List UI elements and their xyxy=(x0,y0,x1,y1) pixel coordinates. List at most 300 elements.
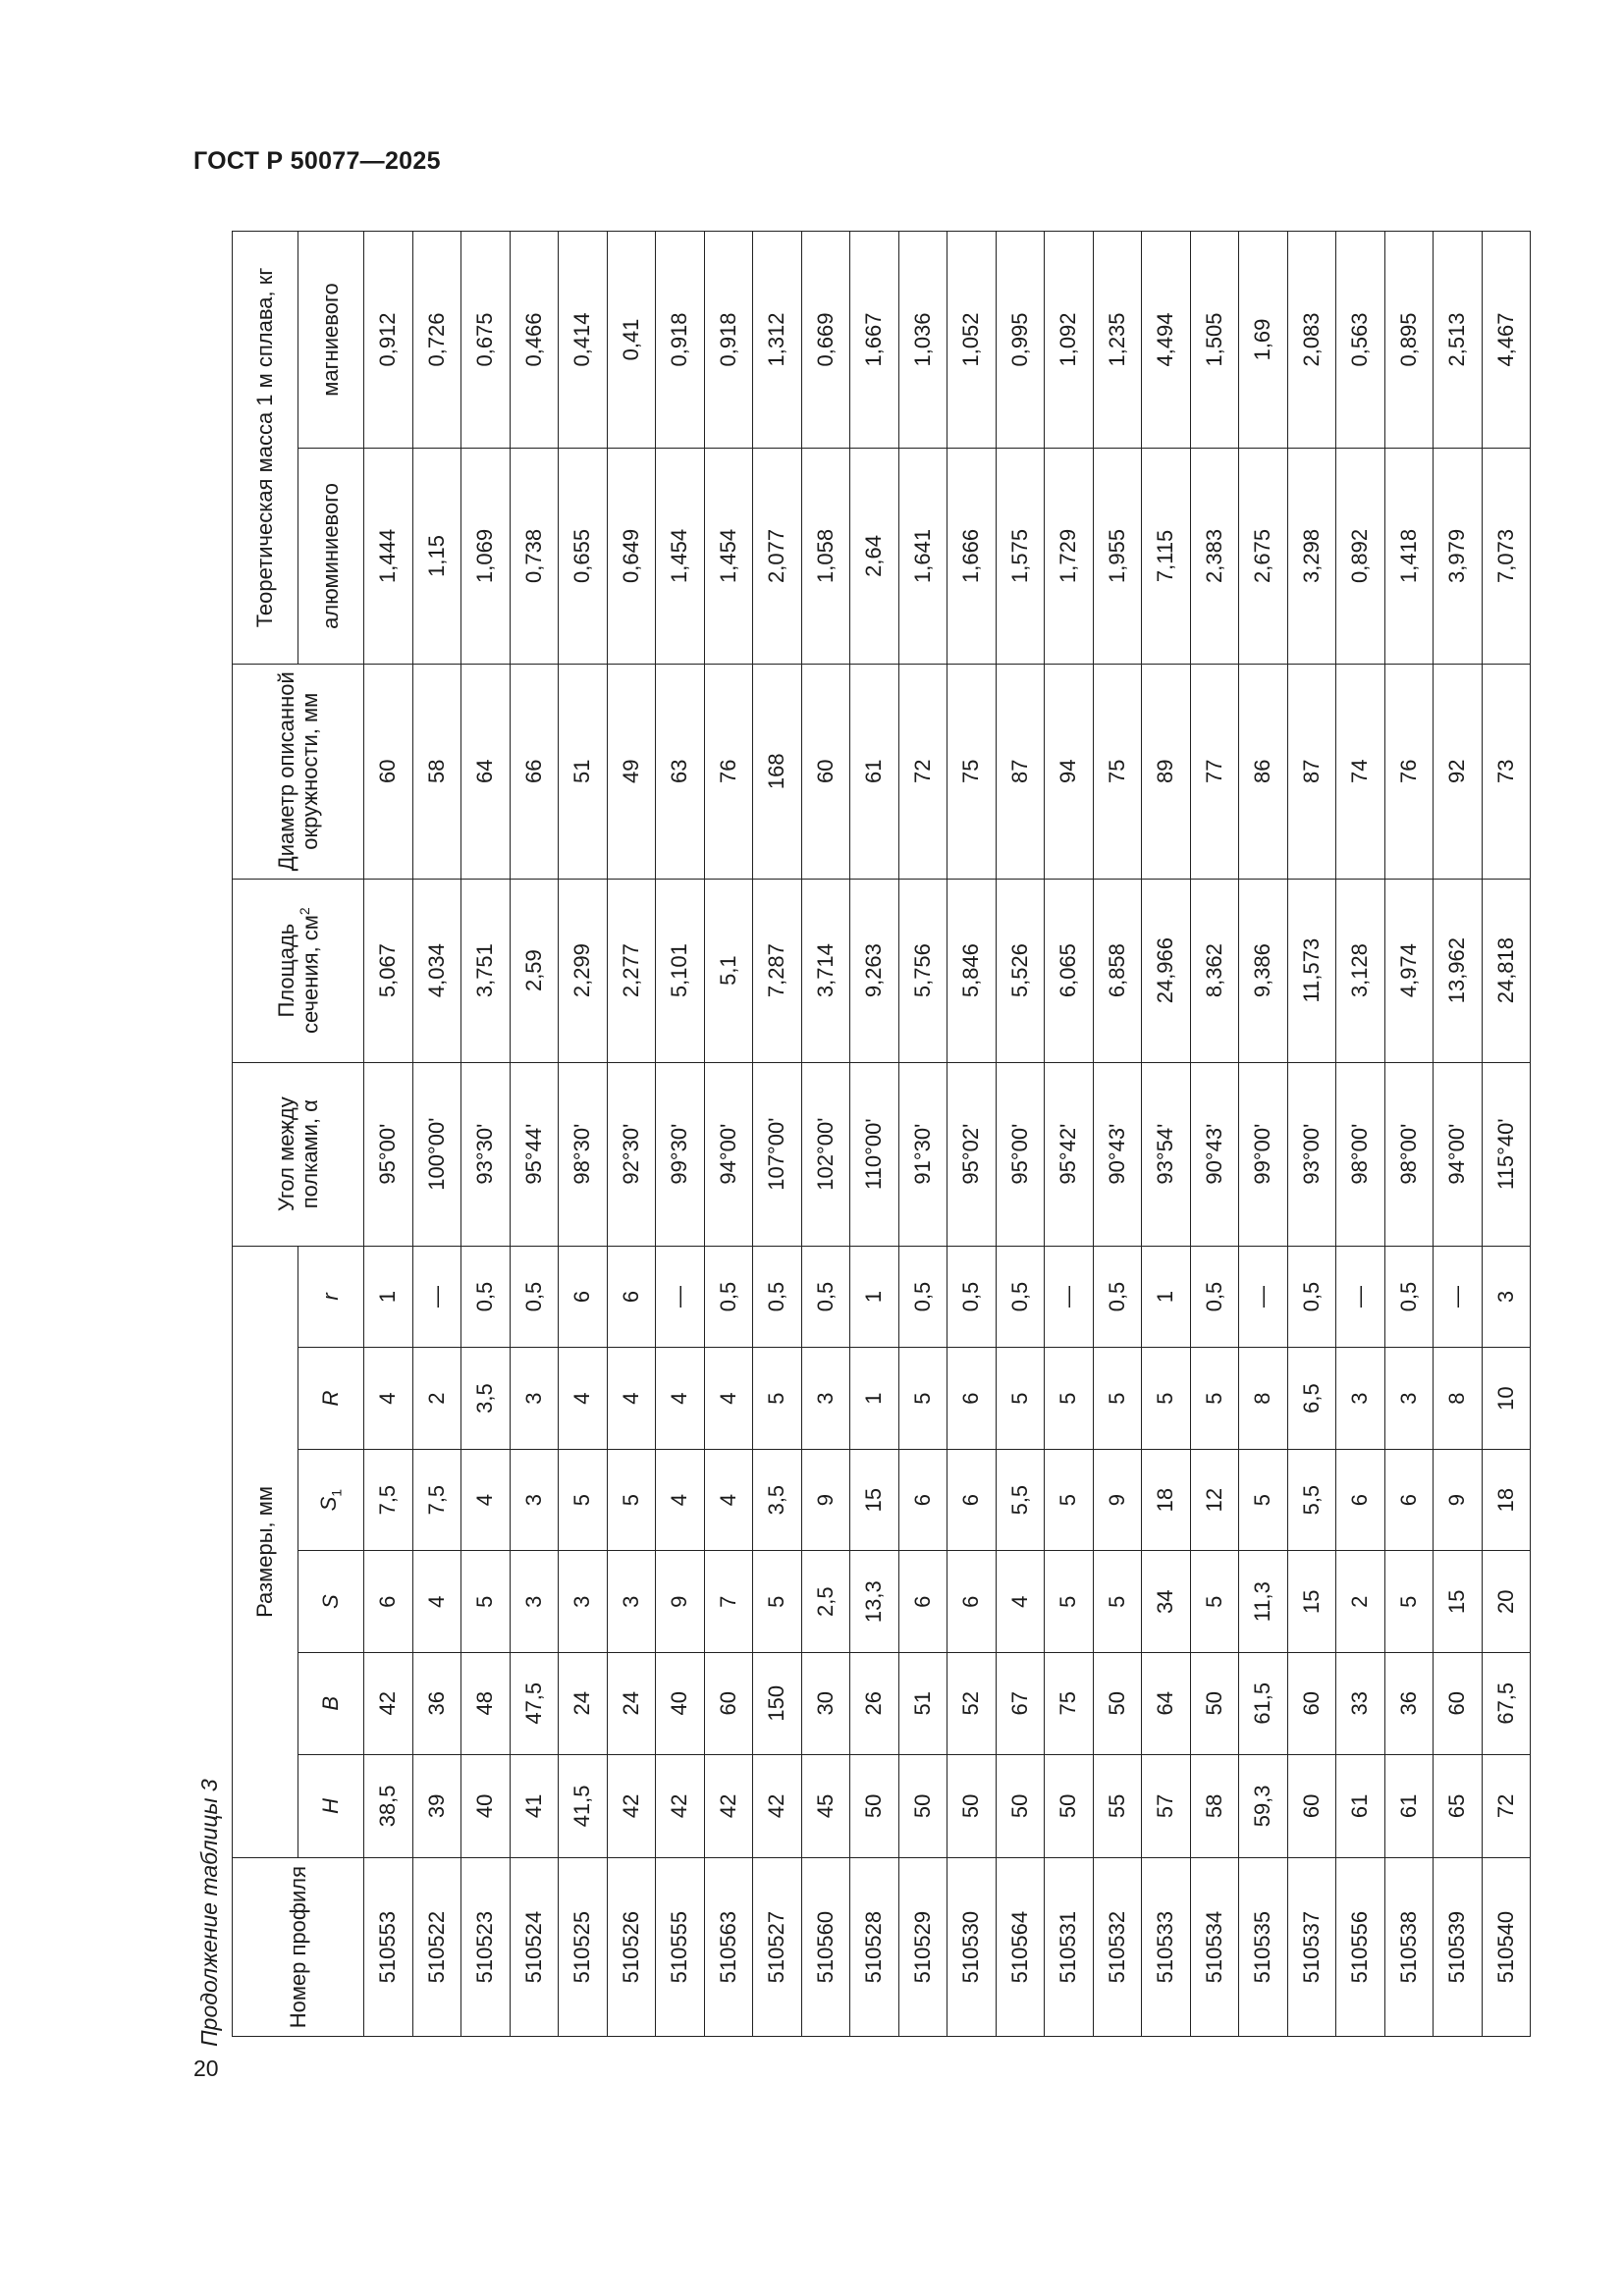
cell-angle: 90°43ʹ xyxy=(1190,1062,1239,1246)
cell-angle: 94°00ʹ xyxy=(1434,1062,1483,1246)
table-row xyxy=(1190,232,1239,2037)
cell-profile-number: 510527 xyxy=(753,1858,802,2037)
cell-angle: 115°40ʹ xyxy=(1482,1062,1531,1246)
cell-diameter: 61 xyxy=(850,664,899,879)
cell-aluminum: 1,955 xyxy=(1093,449,1142,665)
cell-diameter: 51 xyxy=(559,664,608,879)
cell-S: 2 xyxy=(1336,1551,1385,1653)
cell-R: 5 xyxy=(753,1348,802,1450)
cell-r: — xyxy=(1045,1246,1094,1348)
cell-angle: 95°42ʹ xyxy=(1045,1062,1094,1246)
cell-profile-number: 510537 xyxy=(1287,1858,1336,2037)
cell-diameter: 87 xyxy=(1287,664,1336,879)
cell-diameter: 49 xyxy=(607,664,656,879)
cell-diameter: 63 xyxy=(656,664,705,879)
cell-S1: 5,5 xyxy=(996,1449,1045,1551)
cell-H: 45 xyxy=(801,1754,850,1858)
cell-magnesium: 1,505 xyxy=(1190,232,1239,449)
cell-magnesium: 4,467 xyxy=(1482,232,1531,449)
cell-profile-number: 510535 xyxy=(1239,1858,1288,2037)
cell-B: 50 xyxy=(1093,1652,1142,1754)
cell-B: 36 xyxy=(1384,1652,1434,1754)
cell-diameter: 86 xyxy=(1239,664,1288,879)
cell-H: 41,5 xyxy=(559,1754,608,1858)
cell-R: 3 xyxy=(510,1348,559,1450)
table-row xyxy=(704,232,753,2037)
cell-area: 13,962 xyxy=(1434,879,1483,1062)
table-row xyxy=(656,232,705,2037)
cell-aluminum: 1,444 xyxy=(364,449,413,665)
table-row xyxy=(850,232,899,2037)
cell-S1: 9 xyxy=(1434,1449,1483,1551)
cell-angle: 95°00ʹ xyxy=(364,1062,413,1246)
cell-H: 38,5 xyxy=(364,1754,413,1858)
cell-area: 2,59 xyxy=(510,879,559,1062)
table-row xyxy=(898,232,947,2037)
cell-aluminum: 1,666 xyxy=(947,449,997,665)
cell-H: 42 xyxy=(607,1754,656,1858)
cell-H: 42 xyxy=(753,1754,802,1858)
cell-R: 3 xyxy=(1336,1348,1385,1450)
cell-B: 51 xyxy=(898,1652,947,1754)
cell-area: 3,751 xyxy=(461,879,511,1062)
cell-S: 6 xyxy=(898,1551,947,1653)
cell-B: 33 xyxy=(1336,1652,1385,1754)
table-row xyxy=(801,232,850,2037)
cell-magnesium: 0,918 xyxy=(704,232,753,449)
cell-S: 13,3 xyxy=(850,1551,899,1653)
cell-magnesium: 4,494 xyxy=(1142,232,1191,449)
table-row xyxy=(510,232,559,2037)
cell-S1: 6 xyxy=(1384,1449,1434,1551)
table-row xyxy=(412,232,461,2037)
cell-S: 6 xyxy=(364,1551,413,1653)
cell-R: 1 xyxy=(850,1348,899,1450)
cell-diameter: 76 xyxy=(1384,664,1434,879)
cell-B: 26 xyxy=(850,1652,899,1754)
cell-magnesium: 0,995 xyxy=(996,232,1045,449)
table-body xyxy=(364,232,1531,2037)
cell-r: 0,5 xyxy=(898,1246,947,1348)
cell-area: 8,362 xyxy=(1190,879,1239,1062)
cell-H: 65 xyxy=(1434,1754,1483,1858)
cell-area: 9,386 xyxy=(1239,879,1288,1062)
cell-S1: 4 xyxy=(704,1449,753,1551)
cell-diameter: 87 xyxy=(996,664,1045,879)
cell-H: 60 xyxy=(1287,1754,1336,1858)
cell-S: 20 xyxy=(1482,1551,1531,1653)
cell-S: 15 xyxy=(1287,1551,1336,1653)
header-S1-sub: 1 xyxy=(328,1488,345,1497)
cell-S: 9 xyxy=(656,1551,705,1653)
cell-diameter: 74 xyxy=(1336,664,1385,879)
cell-S1: 7,5 xyxy=(364,1449,413,1551)
cell-r: 0,5 xyxy=(1287,1246,1336,1348)
header-area-sup: 2 xyxy=(296,907,312,916)
cell-profile-number: 510539 xyxy=(1434,1858,1483,2037)
cell-S1: 4 xyxy=(656,1449,705,1551)
cell-r: 1 xyxy=(1142,1246,1191,1348)
cell-H: 50 xyxy=(898,1754,947,1858)
cell-aluminum: 0,655 xyxy=(559,449,608,665)
cell-B: 52 xyxy=(947,1652,997,1754)
cell-profile-number: 510555 xyxy=(656,1858,705,2037)
cell-S: 11,3 xyxy=(1239,1551,1288,1653)
cell-angle: 100°00ʹ xyxy=(412,1062,461,1246)
cell-aluminum: 2,675 xyxy=(1239,449,1288,665)
cell-diameter: 76 xyxy=(704,664,753,879)
cell-S1: 18 xyxy=(1482,1449,1531,1551)
cell-magnesium: 0,912 xyxy=(364,232,413,449)
cell-profile-number: 510553 xyxy=(364,1858,413,2037)
cell-S: 5 xyxy=(1093,1551,1142,1653)
cell-area: 5,067 xyxy=(364,879,413,1062)
cell-S: 5 xyxy=(461,1551,511,1653)
cell-angle: 95°44ʹ xyxy=(510,1062,559,1246)
header-S1-label: S xyxy=(316,1496,342,1512)
cell-angle: 95°00ʹ xyxy=(996,1062,1045,1246)
cell-r: 0,5 xyxy=(1190,1246,1239,1348)
cell-S: 4 xyxy=(412,1551,461,1653)
cell-area: 3,128 xyxy=(1336,879,1385,1062)
cell-diameter: 73 xyxy=(1482,664,1531,879)
cell-H: 41 xyxy=(510,1754,559,1858)
cell-S: 3 xyxy=(559,1551,608,1653)
cell-diameter: 66 xyxy=(510,664,559,879)
cell-H: 61 xyxy=(1384,1754,1434,1858)
cell-B: 24 xyxy=(607,1652,656,1754)
cell-B: 30 xyxy=(801,1652,850,1754)
cell-B: 60 xyxy=(704,1652,753,1754)
cell-magnesium: 1,036 xyxy=(898,232,947,449)
header-aluminum: алюминиевого xyxy=(298,449,364,665)
cell-S1: 9 xyxy=(1093,1449,1142,1551)
header-S1 xyxy=(298,1449,364,1551)
cell-R: 5 xyxy=(1190,1348,1239,1450)
cell-aluminum: 1,575 xyxy=(996,449,1045,665)
cell-area: 4,974 xyxy=(1384,879,1434,1062)
table-row xyxy=(1434,232,1483,2037)
cell-S: 34 xyxy=(1142,1551,1191,1653)
cell-angle: 98°30ʹ xyxy=(559,1062,608,1246)
cell-r: 0,5 xyxy=(1093,1246,1142,1348)
cell-B: 60 xyxy=(1287,1652,1336,1754)
cell-r: — xyxy=(1239,1246,1288,1348)
cell-aluminum: 1,729 xyxy=(1045,449,1094,665)
cell-aluminum: 1,454 xyxy=(704,449,753,665)
table-row xyxy=(1482,232,1531,2037)
cell-S: 6 xyxy=(947,1551,997,1653)
cell-area: 5,526 xyxy=(996,879,1045,1062)
cell-S: 5 xyxy=(1045,1551,1094,1653)
cell-profile-number: 510560 xyxy=(801,1858,850,2037)
cell-H: 59,3 xyxy=(1239,1754,1288,1858)
table-row xyxy=(1384,232,1434,2037)
cell-profile-number: 510528 xyxy=(850,1858,899,2037)
table-row xyxy=(1142,232,1191,2037)
cell-diameter: 75 xyxy=(947,664,997,879)
cell-B: 24 xyxy=(559,1652,608,1754)
cell-H: 39 xyxy=(412,1754,461,1858)
cell-S1: 12 xyxy=(1190,1449,1239,1551)
cell-B: 40 xyxy=(656,1652,705,1754)
cell-r: — xyxy=(412,1246,461,1348)
cell-angle: 99°30ʹ xyxy=(656,1062,705,1246)
cell-profile-number: 510563 xyxy=(704,1858,753,2037)
cell-area: 3,714 xyxy=(801,879,850,1062)
cell-S1: 3,5 xyxy=(753,1449,802,1551)
table-row xyxy=(1239,232,1288,2037)
cell-magnesium: 0,895 xyxy=(1384,232,1434,449)
cell-S: 3 xyxy=(510,1551,559,1653)
header-profile-number: Номер профиля xyxy=(233,1858,364,2037)
cell-R: 5 xyxy=(898,1348,947,1450)
cell-aluminum: 2,64 xyxy=(850,449,899,665)
cell-B: 61,5 xyxy=(1239,1652,1288,1754)
cell-area: 5,1 xyxy=(704,879,753,1062)
cell-magnesium: 0,414 xyxy=(559,232,608,449)
header-angle: Угол между полками, α xyxy=(233,1062,364,1246)
cell-H: 50 xyxy=(850,1754,899,1858)
cell-R: 8 xyxy=(1239,1348,1288,1450)
cell-aluminum: 0,738 xyxy=(510,449,559,665)
cell-magnesium: 1,092 xyxy=(1045,232,1094,449)
cell-aluminum: 1,641 xyxy=(898,449,947,665)
cell-magnesium: 1,235 xyxy=(1093,232,1142,449)
cell-magnesium: 0,675 xyxy=(461,232,511,449)
cell-area: 6,858 xyxy=(1093,879,1142,1062)
cell-B: 60 xyxy=(1434,1652,1483,1754)
cell-profile-number: 510522 xyxy=(412,1858,461,2037)
cell-area: 11,573 xyxy=(1287,879,1336,1062)
cell-R: 5 xyxy=(996,1348,1045,1450)
cell-area: 2,299 xyxy=(559,879,608,1062)
cell-R: 4 xyxy=(559,1348,608,1450)
cell-angle: 95°02ʹ xyxy=(947,1062,997,1246)
cell-S1: 5 xyxy=(607,1449,656,1551)
cell-H: 42 xyxy=(656,1754,705,1858)
cell-S1: 15 xyxy=(850,1449,899,1551)
cell-S: 3 xyxy=(607,1551,656,1653)
cell-r: 0,5 xyxy=(753,1246,802,1348)
header-theoretical-mass: Теоретическая масса 1 м сплава, кг xyxy=(233,232,298,665)
cell-angle: 110°00ʹ xyxy=(850,1062,899,1246)
cell-B: 150 xyxy=(753,1652,802,1754)
cell-S1: 6 xyxy=(1336,1449,1385,1551)
table-row xyxy=(461,232,511,2037)
cell-B: 67,5 xyxy=(1482,1652,1531,1754)
cell-r: — xyxy=(1434,1246,1483,1348)
cell-aluminum: 7,073 xyxy=(1482,449,1531,665)
cell-diameter: 92 xyxy=(1434,664,1483,879)
cell-profile-number: 510540 xyxy=(1482,1858,1531,2037)
cell-r: 3 xyxy=(1482,1246,1531,1348)
cell-S1: 9 xyxy=(801,1449,850,1551)
cell-H: 58 xyxy=(1190,1754,1239,1858)
cell-magnesium: 2,083 xyxy=(1287,232,1336,449)
cell-diameter: 94 xyxy=(1045,664,1094,879)
cell-S: 5 xyxy=(753,1551,802,1653)
cell-angle: 102°00ʹ xyxy=(801,1062,850,1246)
cell-H: 50 xyxy=(947,1754,997,1858)
cell-angle: 93°54ʹ xyxy=(1142,1062,1191,1246)
cell-profile-number: 510529 xyxy=(898,1858,947,2037)
cell-B: 36 xyxy=(412,1652,461,1754)
cell-diameter: 77 xyxy=(1190,664,1239,879)
cell-S1: 4 xyxy=(461,1449,511,1551)
cell-S1: 6 xyxy=(898,1449,947,1551)
cell-area: 4,034 xyxy=(412,879,461,1062)
cell-R: 3 xyxy=(801,1348,850,1450)
table-row xyxy=(947,232,997,2037)
cell-R: 8 xyxy=(1434,1348,1483,1450)
cell-S: 2,5 xyxy=(801,1551,850,1653)
cell-H: 72 xyxy=(1482,1754,1531,1858)
cell-profile-number: 510531 xyxy=(1045,1858,1094,2037)
cell-profile-number: 510526 xyxy=(607,1858,656,2037)
cell-B: 48 xyxy=(461,1652,511,1754)
cell-area: 24,966 xyxy=(1142,879,1191,1062)
cell-area: 9,263 xyxy=(850,879,899,1062)
cell-r: 0,5 xyxy=(1384,1246,1434,1348)
header-diameter: Диаметр описанной окружности, мм xyxy=(233,664,364,879)
cell-aluminum: 1,418 xyxy=(1384,449,1434,665)
cell-R: 5 xyxy=(1093,1348,1142,1450)
cell-magnesium: 0,563 xyxy=(1336,232,1385,449)
cell-magnesium: 0,918 xyxy=(656,232,705,449)
cell-angle: 99°00ʹ xyxy=(1239,1062,1288,1246)
cell-S1: 7,5 xyxy=(412,1449,461,1551)
cell-diameter: 64 xyxy=(461,664,511,879)
cell-magnesium: 0,41 xyxy=(607,232,656,449)
header-r: r xyxy=(298,1246,364,1348)
cell-S1: 5 xyxy=(559,1449,608,1551)
cell-R: 3,5 xyxy=(461,1348,511,1450)
cell-S1: 5 xyxy=(1045,1449,1094,1551)
cell-S: 7 xyxy=(704,1551,753,1653)
cell-S: 5 xyxy=(1384,1551,1434,1653)
cell-aluminum: 7,115 xyxy=(1142,449,1191,665)
cell-S1: 18 xyxy=(1142,1449,1191,1551)
table-caption: Продолжение таблицы 3 xyxy=(196,1779,222,2047)
cell-area: 2,277 xyxy=(607,879,656,1062)
cell-r: 0,5 xyxy=(461,1246,511,1348)
cell-profile-number: 510564 xyxy=(996,1858,1045,2037)
cell-profile-number: 510530 xyxy=(947,1858,997,2037)
document-header: ГОСТ Р 50077—2025 xyxy=(193,147,441,175)
cell-S1: 3 xyxy=(510,1449,559,1551)
cell-S: 4 xyxy=(996,1551,1045,1653)
cell-aluminum: 1,069 xyxy=(461,449,511,665)
cell-magnesium: 1,312 xyxy=(753,232,802,449)
cell-area: 24,818 xyxy=(1482,879,1531,1062)
cell-angle: 93°00ʹ xyxy=(1287,1062,1336,1246)
table-row xyxy=(1045,232,1094,2037)
cell-B: 50 xyxy=(1190,1652,1239,1754)
cell-r: 1 xyxy=(364,1246,413,1348)
cell-diameter: 60 xyxy=(801,664,850,879)
cell-H: 61 xyxy=(1336,1754,1385,1858)
cell-R: 4 xyxy=(704,1348,753,1450)
cell-area: 5,101 xyxy=(656,879,705,1062)
cell-R: 3 xyxy=(1384,1348,1434,1450)
cell-area: 7,287 xyxy=(753,879,802,1062)
cell-angle: 90°43ʹ xyxy=(1093,1062,1142,1246)
cell-R: 5 xyxy=(1045,1348,1094,1450)
cell-angle: 93°30ʹ xyxy=(461,1062,511,1246)
cell-angle: 92°30ʹ xyxy=(607,1062,656,1246)
cell-H: 40 xyxy=(461,1754,511,1858)
cell-aluminum: 0,649 xyxy=(607,449,656,665)
cell-B: 75 xyxy=(1045,1652,1094,1754)
cell-B: 67 xyxy=(996,1652,1045,1754)
cell-R: 5 xyxy=(1142,1348,1191,1450)
cell-magnesium: 2,513 xyxy=(1434,232,1483,449)
cell-r: 0,5 xyxy=(801,1246,850,1348)
cell-B: 42 xyxy=(364,1652,413,1754)
cell-magnesium: 0,726 xyxy=(412,232,461,449)
cell-magnesium: 1,69 xyxy=(1239,232,1288,449)
cell-r: — xyxy=(656,1246,705,1348)
cell-aluminum: 0,892 xyxy=(1336,449,1385,665)
cell-diameter: 72 xyxy=(898,664,947,879)
header-area-label: Площадь сечения, см xyxy=(273,915,323,1034)
table-row xyxy=(753,232,802,2037)
cell-R: 6 xyxy=(947,1348,997,1450)
cell-r: 1 xyxy=(850,1246,899,1348)
header-S: S xyxy=(298,1551,364,1653)
cell-diameter: 58 xyxy=(412,664,461,879)
cell-S: 5 xyxy=(1190,1551,1239,1653)
cell-angle: 98°00ʹ xyxy=(1336,1062,1385,1246)
cell-angle: 98°00ʹ xyxy=(1384,1062,1434,1246)
cell-aluminum: 3,298 xyxy=(1287,449,1336,665)
cell-profile-number: 510532 xyxy=(1093,1858,1142,2037)
header-magnesium: магниевого xyxy=(298,232,364,449)
table-row xyxy=(1336,232,1385,2037)
cell-profile-number: 510524 xyxy=(510,1858,559,2037)
table-row xyxy=(607,232,656,2037)
cell-profile-number: 510523 xyxy=(461,1858,511,2037)
header-dimensions: Размеры, мм xyxy=(233,1246,298,1858)
cell-magnesium: 0,466 xyxy=(510,232,559,449)
header-H: H xyxy=(298,1754,364,1858)
cell-profile-number: 510533 xyxy=(1142,1858,1191,2037)
cell-angle: 107°00ʹ xyxy=(753,1062,802,1246)
table-row xyxy=(1093,232,1142,2037)
cell-angle: 94°00ʹ xyxy=(704,1062,753,1246)
header-area xyxy=(233,879,364,1062)
cell-diameter: 75 xyxy=(1093,664,1142,879)
cell-profile-number: 510556 xyxy=(1336,1858,1385,2037)
cell-R: 4 xyxy=(364,1348,413,1450)
cell-r: 0,5 xyxy=(704,1246,753,1348)
cell-r: 6 xyxy=(607,1246,656,1348)
cell-R: 4 xyxy=(607,1348,656,1450)
cell-H: 50 xyxy=(996,1754,1045,1858)
cell-area: 5,846 xyxy=(947,879,997,1062)
cell-profile-number: 510534 xyxy=(1190,1858,1239,2037)
table-row xyxy=(559,232,608,2037)
cell-r: 0,5 xyxy=(510,1246,559,1348)
table-row xyxy=(996,232,1045,2037)
cell-R: 2 xyxy=(412,1348,461,1450)
cell-magnesium: 1,052 xyxy=(947,232,997,449)
cell-angle: 91°30ʹ xyxy=(898,1062,947,1246)
cell-aluminum: 2,077 xyxy=(753,449,802,665)
cell-magnesium: 1,667 xyxy=(850,232,899,449)
table-row xyxy=(364,232,413,2037)
